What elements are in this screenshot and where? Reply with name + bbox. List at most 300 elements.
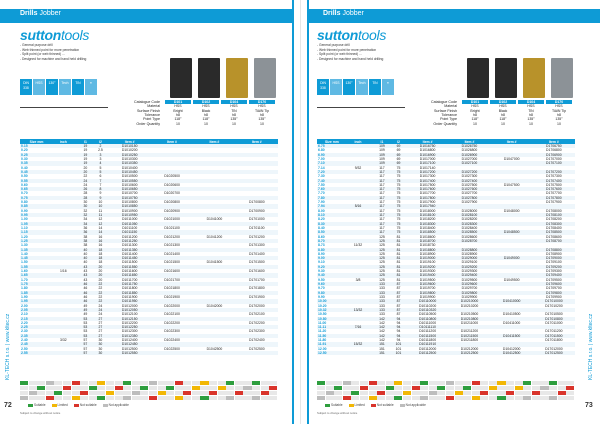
table-cell: D1011100: [122, 225, 138, 230]
table-cell: 75: [396, 217, 401, 222]
material-cell: [506, 396, 514, 400]
table-cell: D1012300: [121, 329, 138, 334]
table-cell: D1709200: [533, 265, 575, 269]
table-cell: 12.50: [317, 351, 347, 355]
table-cell: 117: [379, 200, 385, 205]
table-cell: D10212500: [448, 351, 490, 355]
material-cell: [343, 391, 351, 395]
table-cell: 9.10: [318, 260, 325, 265]
table-cell: 27: [92, 334, 108, 338]
material-cell: [149, 386, 157, 390]
table-cell: 125: [374, 273, 391, 277]
table-cell: 133: [374, 291, 391, 295]
spec-icon: DIN 338: [20, 79, 32, 95]
material-cell: [360, 381, 368, 385]
table-cell: D1028300: [448, 222, 490, 226]
spec-label: Point Type: [440, 117, 457, 122]
table-cell: D1701800: [248, 286, 265, 291]
spec-code: D101: [165, 100, 191, 104]
table-cell: D1019400: [407, 273, 449, 277]
material-cell: [377, 391, 385, 395]
table-cell: 2.20: [21, 320, 28, 325]
table-cell: D1018900: [419, 251, 436, 256]
spec-column: [192, 100, 220, 126]
material-cell: [540, 386, 548, 390]
table-cell: 133: [379, 303, 385, 308]
table-cell: D1010950: [108, 213, 150, 217]
table-cell: 125: [374, 256, 391, 260]
material-cell: [37, 381, 45, 385]
table-cell: 12.00: [318, 346, 327, 351]
table-cell: 0.95: [20, 213, 53, 217]
spec-label: Tolerance: [144, 113, 160, 118]
table-cell: 117: [379, 208, 385, 213]
material-cell: [115, 391, 123, 395]
legend-item: [371, 403, 394, 407]
table-cell: D1021100: [164, 225, 180, 230]
legend-item: [349, 403, 365, 407]
table-cell: D1047000: [503, 156, 520, 161]
material-cell: [549, 381, 557, 385]
drill-diagram-line: [20, 107, 108, 108]
table-cell: 117: [379, 191, 385, 196]
material-cell: [261, 381, 269, 385]
table-cell: 81: [396, 243, 401, 248]
product-table: [317, 139, 575, 355]
table-cell: 75: [390, 222, 407, 226]
table-cell: D1010550: [108, 179, 150, 183]
table-cell: 18: [98, 260, 103, 265]
material-cell: [523, 396, 531, 400]
table-cell: D1017940: [407, 204, 449, 208]
table-cell: 2.00: [21, 303, 28, 308]
table-cell: 1.65: [20, 273, 53, 277]
material-cell: [523, 381, 531, 385]
spec-icons: [20, 79, 97, 95]
spec-icon: TiN: [72, 79, 84, 95]
table-cell: D1019500: [419, 277, 436, 282]
material-cell: [192, 391, 200, 395]
table-cell: D1020800: [164, 200, 180, 205]
material-cell: [209, 386, 217, 390]
spec-value: h8: [529, 113, 533, 118]
material-cell: [455, 381, 463, 385]
table-cell: 75: [390, 170, 407, 174]
material-cell: [166, 396, 174, 400]
table-cell: 38: [83, 243, 88, 248]
material-row: [20, 381, 278, 385]
material-cell: [497, 386, 505, 390]
table-cell: 49: [83, 303, 88, 308]
material-cell: [446, 396, 454, 400]
table-cell: 75: [396, 182, 401, 187]
material-cell: [97, 386, 105, 390]
table-cell: 133: [379, 294, 385, 299]
table-cell: 117: [374, 170, 391, 174]
table-cell: 11.20: [318, 329, 327, 334]
table-cell: 94: [390, 317, 407, 321]
table-cell: D1029800: [448, 291, 490, 295]
material-cell: [394, 381, 402, 385]
table-cell: 32: [83, 208, 88, 213]
spec-value: h8: [473, 113, 477, 118]
table-cell: 7.80: [317, 196, 347, 200]
material-cell: [420, 381, 428, 385]
material-cell: [317, 381, 325, 385]
material-cell: [80, 396, 88, 400]
material-row: [317, 391, 575, 395]
table-cell: 10.20: [318, 303, 327, 308]
feature-item: - Split point (or web thinned) ...: [20, 52, 65, 57]
table-cell: 26: [78, 187, 92, 191]
legend-item: [325, 403, 343, 407]
material-cell: [115, 381, 123, 385]
table-cell: 133: [374, 282, 391, 286]
spec-icon: TiN: [369, 79, 381, 95]
material-cell: [403, 396, 411, 400]
material-cell: [200, 381, 208, 385]
table-cell: D1709600: [533, 282, 575, 286]
material-cell: [334, 396, 342, 400]
table-cell: 125: [379, 260, 385, 265]
table-cell: 22: [98, 294, 103, 299]
table-cell: D1012250: [108, 325, 150, 329]
table-cell: 30: [83, 200, 88, 205]
table-header-cell: Size mm: [317, 139, 347, 144]
table-cell: D1011350: [108, 248, 150, 252]
table-cell: D1701200: [248, 234, 265, 239]
spec-code: D104: [518, 100, 544, 104]
spec-icon: ≡: [382, 79, 394, 95]
table-cell: D1010350: [108, 161, 150, 165]
table-cell: D10211000: [460, 320, 479, 325]
legend-swatch: [400, 404, 405, 407]
table-cell: 15/32: [347, 342, 370, 346]
material-cell: [377, 381, 385, 385]
table-cell: 8.73: [318, 243, 325, 248]
table-header-cell: Item #: [407, 139, 449, 144]
table-cell: 30: [98, 346, 103, 351]
table-cell: D1011500: [121, 260, 138, 265]
material-cell: [386, 391, 394, 395]
material-cell: [269, 386, 277, 390]
table-cell: D1021900: [164, 294, 180, 299]
table-cell: 81: [396, 260, 401, 265]
table-cell: D1027200: [448, 170, 490, 174]
table-cell: D1027600: [448, 187, 490, 191]
table-cell: D1017100: [407, 161, 449, 165]
table-cell: 7.90: [318, 200, 325, 205]
material-cell: [106, 391, 114, 395]
spec-label: Catalogue Code: [431, 100, 457, 104]
table-cell: 69: [390, 161, 407, 165]
table-cell: 109: [379, 148, 385, 153]
table-cell: 2.30: [21, 329, 28, 334]
table-cell: 94: [396, 320, 401, 325]
page-header-bar: [0, 9, 292, 23]
spec-label: Catalogue Code: [134, 100, 160, 104]
drill-image-tin: [523, 58, 545, 98]
table-cell: 18: [98, 251, 103, 256]
material-cell: [200, 391, 208, 395]
table-cell: D1029100: [461, 260, 478, 265]
table-cell: D1701700: [248, 277, 265, 282]
table-cell: D1012500: [121, 346, 138, 351]
table-cell: D10210200: [460, 303, 479, 308]
material-cell: [183, 391, 191, 395]
table-cell: 69: [390, 144, 407, 148]
spec-value: 10: [260, 121, 264, 126]
spec-value: h8: [501, 113, 505, 118]
brand-logo: suttontools: [317, 27, 387, 43]
table-cell: 87: [390, 299, 407, 303]
table-cell: 109: [379, 156, 385, 161]
material-cell: [89, 391, 97, 395]
material-suitability-bar: [317, 381, 575, 401]
spec-value: 10: [176, 121, 180, 126]
table-cell: D1019700: [419, 286, 436, 291]
material-cell: [115, 386, 123, 390]
spec-value: 10: [557, 121, 561, 126]
material-cell: [20, 391, 28, 395]
table-cell: 81: [396, 269, 401, 274]
table-cell: 0.75: [20, 196, 53, 200]
table-cell: 81: [390, 256, 407, 260]
table-cell: 7.00: [318, 156, 325, 161]
table-cell: [151, 351, 193, 355]
table-cell: D1708200: [546, 217, 562, 222]
table-cell: 1.30: [21, 243, 28, 248]
feature-list: [20, 43, 86, 61]
table-cell: D1709000: [533, 256, 575, 260]
table-cell: D1011650: [108, 273, 150, 277]
material-cell: [243, 396, 251, 400]
material-cell: [480, 386, 488, 390]
table-cell: [193, 351, 235, 355]
table-cell: 14: [92, 230, 108, 234]
table-cell: 16: [92, 239, 108, 243]
table-cell: 117: [374, 204, 391, 208]
spec-icon: Tech: [356, 79, 368, 95]
spec-value: 135°: [555, 117, 563, 122]
material-cell: [523, 386, 531, 390]
table-cell: 142: [379, 320, 385, 325]
legend-swatch: [28, 404, 33, 407]
table-cell: 81: [390, 248, 407, 252]
table-cell: 125: [379, 251, 385, 256]
table-cell: 24: [92, 308, 108, 312]
drill-image-tialn: [551, 58, 573, 98]
material-cell: [412, 391, 420, 395]
material-cell: [46, 381, 54, 385]
legend-label: Not applicable: [108, 403, 129, 407]
table-cell: D1042500: [206, 346, 223, 351]
material-row: [20, 386, 278, 390]
material-cell: [489, 396, 497, 400]
table-cell: 30: [78, 204, 92, 208]
spec-value: HSS: [499, 104, 507, 109]
drill-images: [467, 58, 573, 98]
table-cell: 1.90: [21, 294, 28, 299]
spec-value: h8: [176, 113, 180, 118]
table-cell: D1028100: [448, 213, 490, 217]
drill-image-bright: [467, 58, 489, 98]
table-cell: 8.70: [317, 239, 347, 243]
table-cell: D1709700: [546, 286, 562, 291]
table-cell: 9: [92, 196, 108, 200]
table-cell: D1012200: [121, 320, 138, 325]
material-cell: [20, 381, 28, 385]
legend-item: [103, 403, 129, 407]
table-cell: D1707200: [533, 170, 575, 174]
table-cell: D1010600: [121, 182, 138, 187]
table-cell: D1019300: [419, 269, 436, 274]
table-cell: D10410500: [502, 312, 521, 317]
table-cell: D1028900: [461, 251, 478, 256]
table-cell: D10110320: [407, 308, 449, 312]
spec-code: D101: [462, 100, 488, 104]
drill-diagram-line: [317, 107, 405, 108]
feature-item: - Split point (or web thinned) ...: [317, 52, 362, 57]
table-cell: D1027300: [461, 174, 478, 179]
table-cell: D1028000: [461, 208, 478, 213]
table-cell: 1.35: [20, 248, 53, 252]
material-cell: [429, 396, 437, 400]
table-cell: D1011300: [121, 243, 138, 248]
table-cell: 9.00: [317, 256, 347, 260]
table-cell: D1029200: [448, 265, 490, 269]
material-cell: [209, 391, 217, 395]
material-cell: [497, 396, 505, 400]
table-cell: D1707700: [546, 191, 562, 196]
table-cell: 24: [78, 179, 92, 183]
table-cell: 27: [92, 317, 108, 321]
table-cell: D1701300: [248, 243, 265, 248]
material-cell: [343, 396, 351, 400]
table-cell: 3/32: [60, 338, 67, 343]
table-cell: D1010400: [121, 165, 138, 170]
table-cell: 117: [379, 225, 385, 230]
table-cell: D1047500: [503, 182, 520, 187]
table-cell: 0.55: [20, 179, 53, 183]
table-cell: 75: [396, 191, 401, 196]
material-cell: [252, 386, 260, 390]
table-cell: D1019800: [407, 291, 449, 295]
table-cell: D1012000: [121, 303, 138, 308]
material-cell: [369, 396, 377, 400]
table-cell: D1029900: [461, 294, 478, 299]
material-cell: [46, 396, 54, 400]
material-cell: [463, 396, 471, 400]
table-cell: D1018200: [419, 217, 436, 222]
table-cell: D1011150: [108, 230, 150, 234]
table-cell: 12: [92, 222, 108, 226]
table-cell: D1701600: [248, 269, 265, 274]
table-cell: 117: [374, 187, 391, 191]
table-cell: D1702000: [248, 303, 265, 308]
table-cell: 22: [92, 299, 108, 303]
material-cell: [261, 386, 269, 390]
table-cell: 10.00: [317, 299, 347, 303]
table-cell: D1027800: [448, 196, 490, 200]
table-cell: D17011000: [545, 320, 563, 325]
table-cell: 1.60: [21, 269, 28, 274]
table-cell: D10110800: [407, 317, 449, 321]
table-cell: 1.85: [20, 291, 53, 295]
material-cell: [403, 386, 411, 390]
legend-swatch: [74, 404, 79, 407]
material-cell: [472, 396, 480, 400]
table-cell: [53, 351, 74, 355]
table-cell: D1018000: [419, 208, 436, 213]
table-cell: D1020900: [164, 208, 180, 213]
drill-image-bright: [170, 58, 192, 98]
table-cell: 49: [83, 312, 88, 317]
spec-value: 10: [529, 121, 533, 126]
table-cell: D1027900: [461, 200, 478, 205]
table-cell: 1.75: [20, 282, 53, 286]
table-cell: D1041000: [206, 217, 223, 222]
material-cell: [437, 386, 445, 390]
table-cell: 9.30: [318, 269, 325, 274]
table-cell: D1010450: [108, 170, 150, 174]
table-cell: D1022500: [164, 346, 180, 351]
table-cell: D1029400: [448, 273, 490, 277]
table-cell: D1708900: [546, 251, 562, 256]
spec-value: HSS: [471, 104, 479, 109]
table-cell: D1706900: [533, 153, 575, 157]
table-cell: [347, 351, 370, 355]
table-cell: D1021400: [164, 251, 180, 256]
material-cell: [218, 396, 226, 400]
material-cell: [489, 391, 497, 395]
table-cell: D1019600: [407, 282, 449, 286]
table-cell: 10.80: [317, 317, 347, 321]
table-cell: D1028200: [461, 217, 478, 222]
feature-item: - Designed for machine and hand held drilling: [20, 56, 87, 61]
table-cell: 53: [78, 317, 92, 321]
table-cell: D1011050: [108, 222, 150, 226]
table-cell: D10111000: [419, 320, 437, 325]
table-cell: 36: [83, 225, 88, 230]
table-cell: 40: [78, 256, 92, 260]
table-cell: 2.40: [21, 338, 28, 343]
table-cell: 22: [92, 291, 108, 295]
table-cell: D1702200: [248, 320, 265, 325]
material-row: [317, 386, 575, 390]
material-cell: [175, 386, 183, 390]
material-cell: [437, 391, 445, 395]
material-cell: [80, 381, 88, 385]
table-header-cell: inch: [53, 139, 74, 144]
table-cell: 87: [396, 294, 401, 299]
table-cell: D10210800: [448, 317, 490, 321]
table-cell: D1018300: [407, 222, 449, 226]
material-cell: [566, 396, 574, 400]
table-cell: 18: [92, 248, 108, 252]
table-cell: 8.30: [317, 222, 347, 226]
table-cell: 0.90: [21, 208, 28, 213]
material-cell: [226, 391, 234, 395]
table-cell: D10410000: [491, 299, 533, 303]
legend-item: [28, 403, 46, 407]
side-contact-text: KL-TECH s.r.o. | www.kltec.cz: [588, 313, 594, 380]
table-cell: D1709800: [533, 291, 575, 295]
table-cell: D17012500: [533, 351, 575, 355]
table-cell: D17010800: [533, 317, 575, 321]
table-cell: D17011800: [545, 338, 563, 343]
spec-value: h8: [260, 113, 264, 118]
